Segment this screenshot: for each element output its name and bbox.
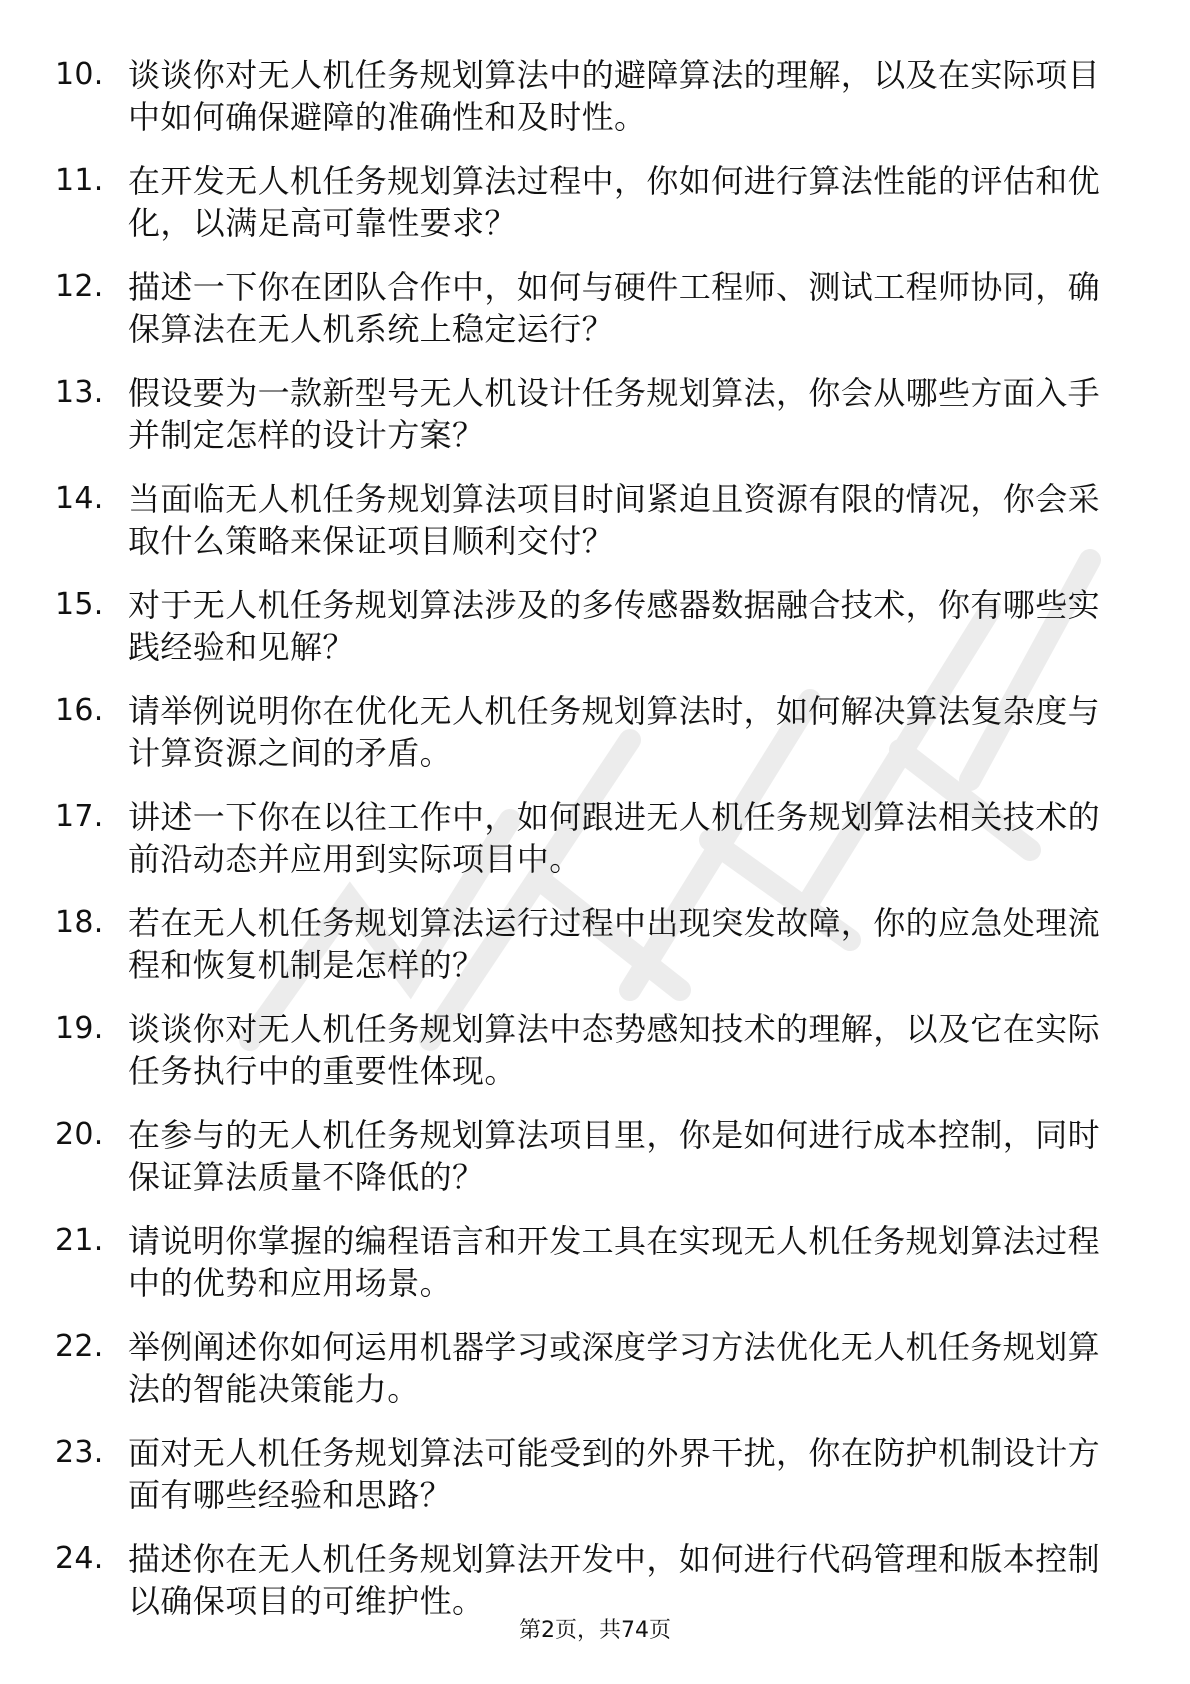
question-number: 20.	[55, 1117, 104, 1152]
question-number: 13.	[55, 375, 104, 410]
question-text: 在参与的无人机任务规划算法项目里，你是如何进行成本控制，同时保证算法质量不降低的？	[128, 1116, 1101, 1196]
question-text: 描述你在无人机任务规划算法开发中，如何进行代码管理和版本控制以确保项目的可维护性。	[128, 1540, 1101, 1620]
question-text: 讲述一下你在以往工作中，如何跟进无人机任务规划算法相关技术的前沿动态并应用到实际项目中。	[128, 798, 1101, 878]
question-item	[0, 1210, 1190, 1316]
question-text: 若在无人机任务规划算法运行过程中出现突发故障，你的应急处理流程和恢复机制是怎样的？	[128, 904, 1101, 984]
question-item	[0, 44, 1190, 150]
question-number: 15.	[55, 587, 104, 622]
question-text: 当面临无人机任务规划算法项目时间紧迫且资源有限的情况，你会采取什么策略来保证项目顺利交付？	[128, 480, 1101, 560]
question-number: 19.	[55, 1011, 104, 1046]
question-item	[0, 1422, 1190, 1528]
question-text: 请举例说明你在优化无人机任务规划算法时，如何解决算法复杂度与计算资源之间的矛盾。	[128, 692, 1101, 772]
question-text: 在开发无人机任务规划算法过程中，你如何进行算法性能的评估和优化，以满足高可靠性要求？	[128, 162, 1101, 242]
question-text: 谈谈你对无人机任务规划算法中态势感知技术的理解，以及它在实际任务执行中的重要性体现。	[128, 1010, 1101, 1090]
question-number: 12.	[55, 269, 104, 304]
question-item	[0, 892, 1190, 998]
question-number: 24.	[55, 1541, 104, 1576]
question-item	[0, 150, 1190, 256]
question-number: 21.	[55, 1223, 104, 1258]
question-item	[0, 1316, 1190, 1422]
question-list	[0, 44, 1190, 1634]
question-text: 描述一下你在团队合作中，如何与硬件工程师、测试工程师协同，确保算法在无人机系统上稳定运行？	[128, 268, 1101, 348]
question-item	[0, 998, 1190, 1104]
question-text: 举例阐述你如何运用机器学习或深度学习方法优化无人机任务规划算法的智能决策能力。	[128, 1328, 1101, 1408]
question-number: 22.	[55, 1329, 104, 1364]
question-number: 17.	[55, 799, 104, 834]
question-number: 10.	[55, 57, 104, 92]
question-text: 假设要为一款新型号无人机设计任务规划算法，你会从哪些方面入手并制定怎样的设计方案？	[128, 374, 1101, 454]
question-number: 16.	[55, 693, 104, 728]
page-footer: 第2页，共74页	[519, 1618, 671, 1643]
question-text: 对于无人机任务规划算法涉及的多传感器数据融合技术，你有哪些实践经验和见解？	[128, 586, 1101, 666]
question-item	[0, 1104, 1190, 1210]
question-number: 18.	[55, 905, 104, 940]
question-number: 23.	[55, 1435, 104, 1470]
question-item	[0, 256, 1190, 362]
question-text: 面对无人机任务规划算法可能受到的外界干扰，你在防护机制设计方面有哪些经验和思路？	[128, 1434, 1101, 1514]
question-text: 请说明你掌握的编程语言和开发工具在实现无人机任务规划算法过程中的优势和应用场景。	[128, 1222, 1101, 1302]
question-item	[0, 362, 1190, 468]
question-item	[0, 468, 1190, 574]
question-item	[0, 574, 1190, 680]
question-item	[0, 680, 1190, 786]
question-number: 14.	[55, 481, 104, 516]
question-item	[0, 786, 1190, 892]
question-text: 谈谈你对无人机任务规划算法中的避障算法的理解，以及在实际项目中如何确保避障的准确性和及时性。	[128, 56, 1101, 136]
question-number: 11.	[55, 163, 104, 198]
